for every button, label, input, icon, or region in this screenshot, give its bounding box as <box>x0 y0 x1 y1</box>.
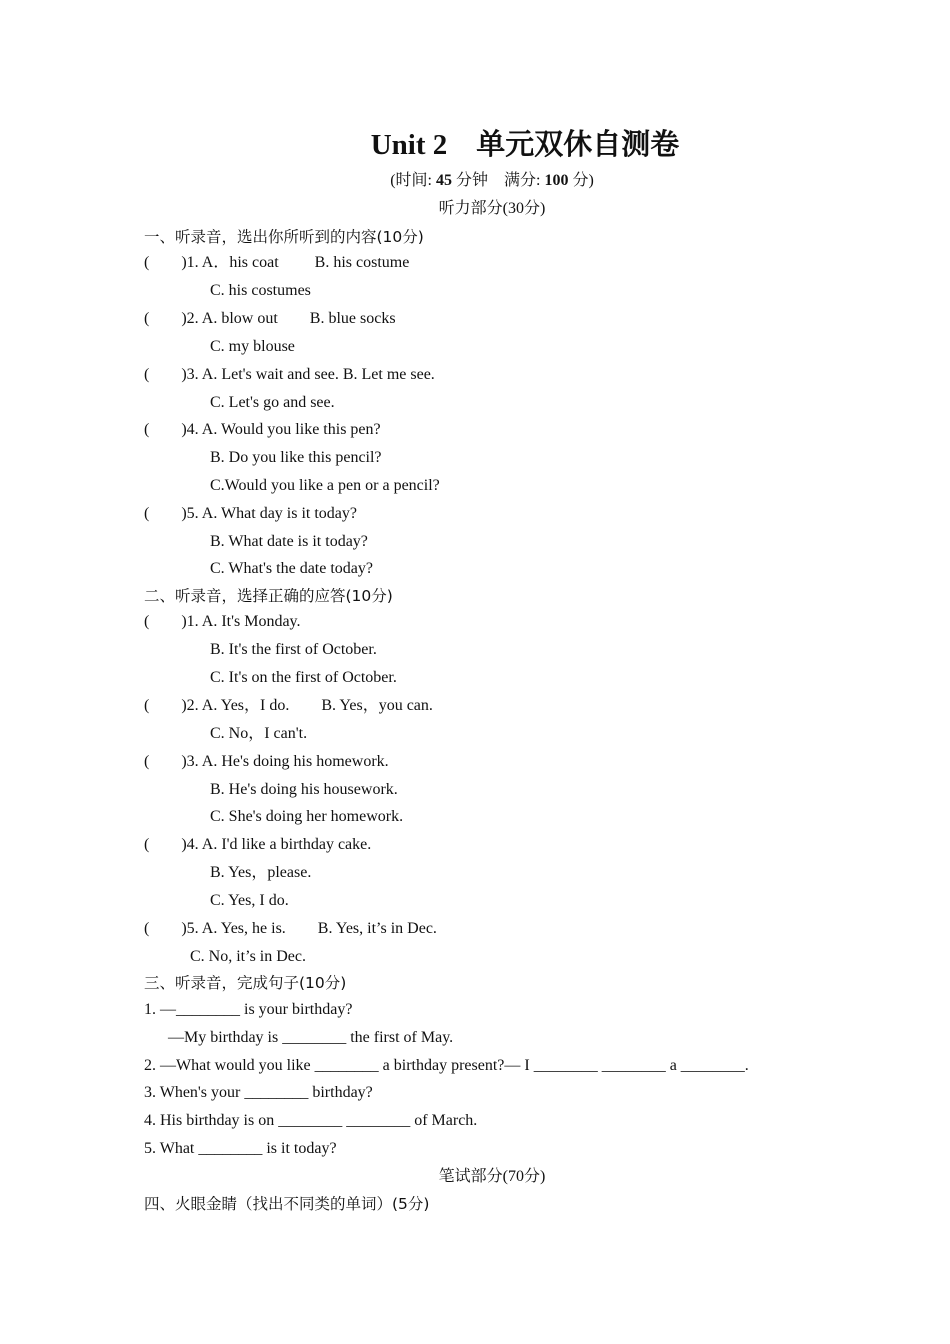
s1-q2-option-c: C. my blouse <box>210 338 295 355</box>
s1-q4-option-c: C.Would you like a pen or a pencil? <box>210 477 440 494</box>
s1-q2: ( )2. A. blow out B. blue socks <box>144 310 396 327</box>
s3-q2: 2. —What would you like ________ a birthday present?— I ________ ________ a ________. <box>144 1057 749 1074</box>
s1-q4-option-b: B. Do you like this pencil? <box>210 449 382 466</box>
s2-q5-option-c: C. No, it’s in Dec. <box>190 948 306 965</box>
time-label: (时间: <box>390 172 432 189</box>
s2-q1: ( )1. A. It's Monday. <box>144 613 301 630</box>
s2-q4-option-c: C. Yes, I do. <box>210 892 289 909</box>
s3-q1: 1. —________ is your birthday? <box>144 1001 353 1018</box>
s2-q5: ( )5. A. Yes, he is. B. Yes, it’s in Dec. <box>144 920 437 937</box>
s2-q4-option-b: B. Yes，please. <box>210 864 312 881</box>
time-unit: 分钟 满分: <box>455 172 541 189</box>
s2-q2: ( )2. A. Yes，I do. B. Yes，you can. <box>144 697 433 714</box>
s2-q3-option-c: C. She's doing her homework. <box>210 808 404 825</box>
s2-q1-option-b: B. It's the first of October. <box>210 641 377 658</box>
section-4-header: 四、火眼金睛（找出不同类的单词）(5分) <box>144 1195 430 1213</box>
section-2-header: 二、听录音，选择正确的应答(10分) <box>144 587 393 605</box>
page-title: Unit 2 单元双休自测卷 <box>370 129 680 161</box>
score-value: 100 <box>544 172 569 189</box>
s1-q3-option-c: C. Let's go and see. <box>210 394 335 411</box>
time-value: 45 <box>435 172 452 189</box>
s3-q5: 5. What ________ is it today? <box>144 1140 337 1157</box>
section-3-header: 三、听录音，完成句子(10分) <box>144 974 347 992</box>
s2-q4: ( )4. A. I'd like a birthday cake. <box>144 836 372 853</box>
section-1-header: 一、听录音，选出你所听到的内容(10分) <box>144 228 424 246</box>
s2-q3: ( )3. A. He's doing his homework. <box>144 753 389 770</box>
s1-q5: ( )5. A. What day is it today? <box>144 505 358 522</box>
s2-q3-option-b: B. He's doing his housework. <box>210 781 398 798</box>
listening-header: 听力部分(30分) <box>438 200 546 217</box>
s1-q5-option-b: B. What date is it today? <box>210 533 368 550</box>
exam-info <box>0 171 950 191</box>
s1-q1: ( )1. A．his coat B. his costume <box>144 254 410 271</box>
s3-q3: 3. When's your ________ birthday? <box>144 1084 373 1101</box>
s1-q1-option-c: C. his costumes <box>210 282 311 299</box>
s1-q3: ( )3. A. Let's wait and see. B. Let me see. <box>144 366 435 383</box>
s3-q1-answer: —My birthday is ________ the first of May. <box>168 1029 454 1046</box>
s1-q5-option-c: C. What's the date today? <box>210 560 373 577</box>
written-header: 笔试部分(70分) <box>438 1168 546 1185</box>
score-unit: 分) <box>572 172 594 189</box>
s3-q4: 4. His birthday is on ________ ________ of March. <box>144 1112 478 1129</box>
s1-q4: ( )4. A. Would you like this pen? <box>144 421 381 438</box>
s2-q1-option-c: C. It's on the first of October. <box>210 669 397 686</box>
s2-q2-option-c: C. No，I can't. <box>210 725 308 742</box>
